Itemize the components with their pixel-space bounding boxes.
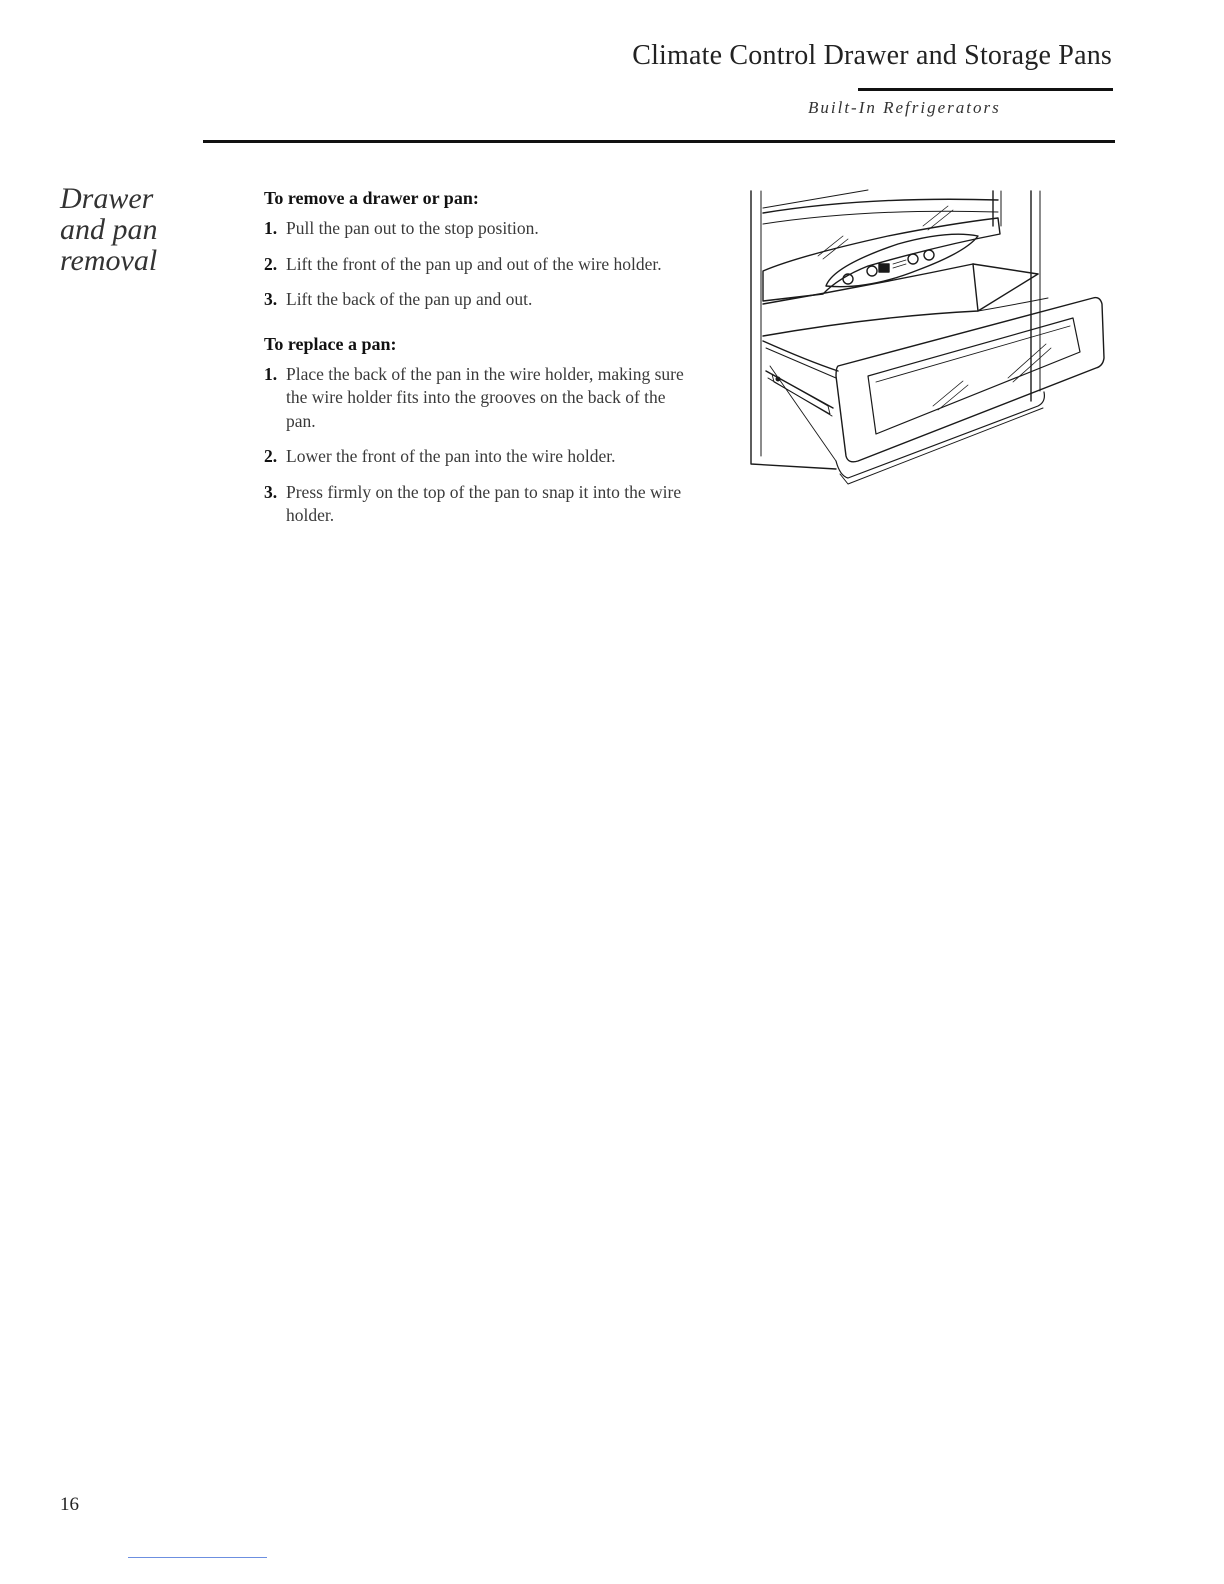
remove-steps bbox=[264, 217, 684, 312]
instructions bbox=[264, 188, 684, 540]
header-rule-long bbox=[203, 140, 1115, 143]
section-title-line: removal bbox=[60, 244, 158, 277]
drawer-illustration bbox=[748, 186, 1108, 491]
step-number: 3. bbox=[264, 289, 278, 309]
step-number: 1. bbox=[264, 218, 278, 238]
list-item bbox=[264, 217, 684, 241]
step-text: Place the back of the pan in the wire holder, making sure the wire holder fits into the grooves on the back of the pan. bbox=[286, 363, 684, 431]
footer-rule bbox=[128, 1557, 267, 1558]
page-number: 16 bbox=[60, 1494, 79, 1515]
step-text: Press firmly on the top of the pan to snap it into the wire holder. bbox=[286, 481, 682, 525]
header-rule-short bbox=[858, 88, 1113, 91]
replace-steps bbox=[264, 363, 684, 528]
step-text: Pull the pan out to the stop position. bbox=[286, 218, 539, 238]
page-subtitle: Built-In Refrigerators bbox=[808, 98, 1001, 117]
step-text: Lift the back of the pan up and out. bbox=[286, 289, 533, 309]
remove-heading: To remove a drawer or pan: bbox=[264, 188, 479, 208]
step-text: Lower the front of the pan into the wire holder. bbox=[286, 446, 616, 466]
list-item bbox=[264, 253, 684, 277]
section-title-line: and pan bbox=[60, 213, 158, 246]
list-item bbox=[264, 445, 684, 469]
step-number: 1. bbox=[264, 363, 278, 384]
list-item bbox=[264, 481, 684, 528]
section-title bbox=[60, 183, 210, 276]
step-number: 2. bbox=[264, 253, 278, 274]
list-item bbox=[264, 288, 684, 312]
list-item bbox=[264, 363, 684, 434]
step-number: 3. bbox=[264, 481, 278, 502]
step-number: 2. bbox=[264, 446, 278, 466]
step-text: Lift the front of the pan up and out of the wire holder. bbox=[286, 253, 662, 274]
replace-heading: To replace a pan: bbox=[264, 333, 397, 354]
page-title: Climate Control Drawer and Storage Pans bbox=[632, 40, 1112, 71]
section-title-line: Drawer bbox=[60, 182, 154, 215]
